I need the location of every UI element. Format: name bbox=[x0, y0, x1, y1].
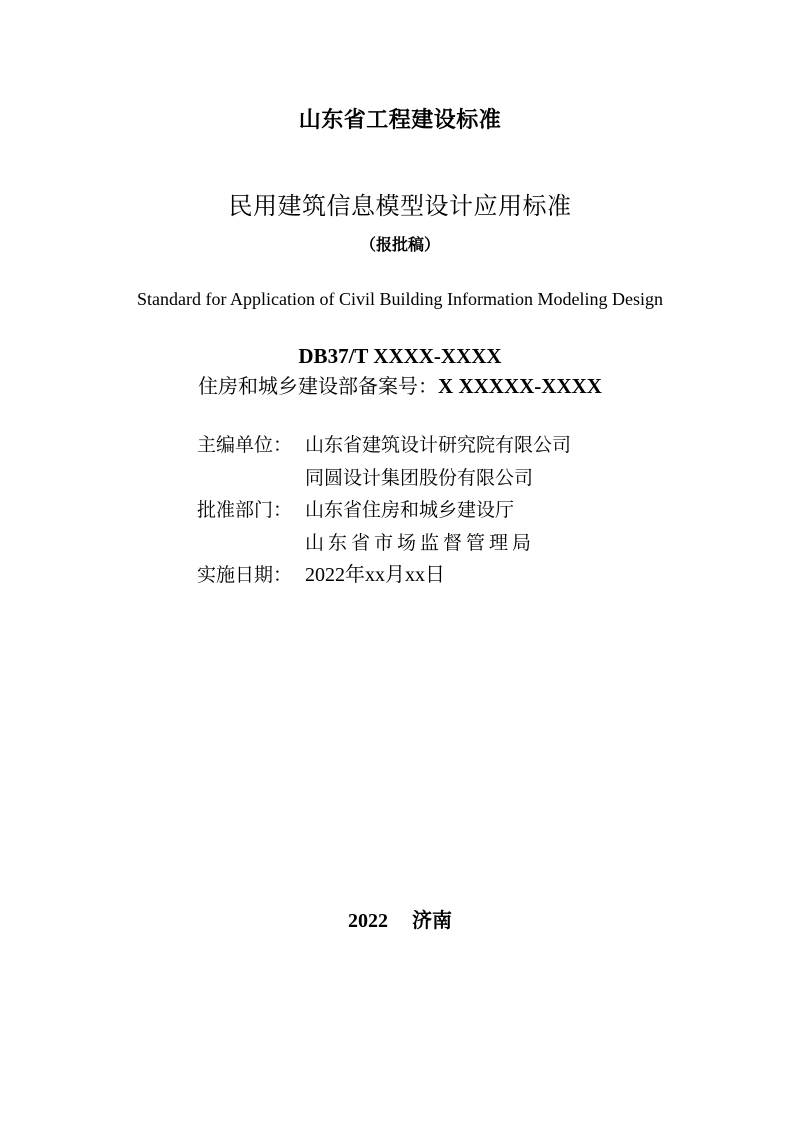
chief-editor-row-2 bbox=[197, 466, 637, 499]
publication-info bbox=[197, 433, 637, 596]
record-number-label: 住房和城乡建设部备案号： bbox=[198, 374, 439, 398]
implementation-label: 实施日期： bbox=[197, 564, 293, 586]
standard-number: DB37/T XXXX-XXXX bbox=[298, 344, 502, 368]
chief-editor-row bbox=[197, 433, 637, 466]
implementation-row bbox=[197, 563, 637, 596]
chief-editor-value-2: 同圆设计集团股份有限公司 bbox=[305, 466, 534, 489]
approval-label: 批准部门： bbox=[197, 499, 293, 521]
series-title: 山东省工程建设标准 bbox=[298, 108, 502, 133]
footer-year-city bbox=[0, 910, 800, 931]
approval-value-2: 山东省市场监督管理局 bbox=[305, 531, 536, 554]
document-title-chinese: 民用建筑信息模型设计应用标准 bbox=[228, 192, 572, 220]
approval-value-1: 山东省住房和城乡建设厅 bbox=[305, 499, 515, 521]
footer-year: 2022 bbox=[348, 910, 388, 932]
record-number-line bbox=[0, 376, 800, 397]
approval-row-2 bbox=[197, 531, 637, 564]
chief-editor-value-1: 山东省建筑设计研究院有限公司 bbox=[305, 434, 572, 456]
implementation-date: 2022年xx月xx日 bbox=[305, 564, 445, 586]
footer-city: 济南 bbox=[412, 908, 452, 932]
approval-row bbox=[197, 498, 637, 531]
record-number-value: X XXXXX-XXXX bbox=[438, 374, 602, 398]
draft-status: （报批稿） bbox=[359, 235, 440, 254]
document-title-english: Standard for Application of Civil Building Information Modeling Design bbox=[137, 289, 663, 309]
chief-editor-label: 主编单位： bbox=[197, 434, 293, 456]
